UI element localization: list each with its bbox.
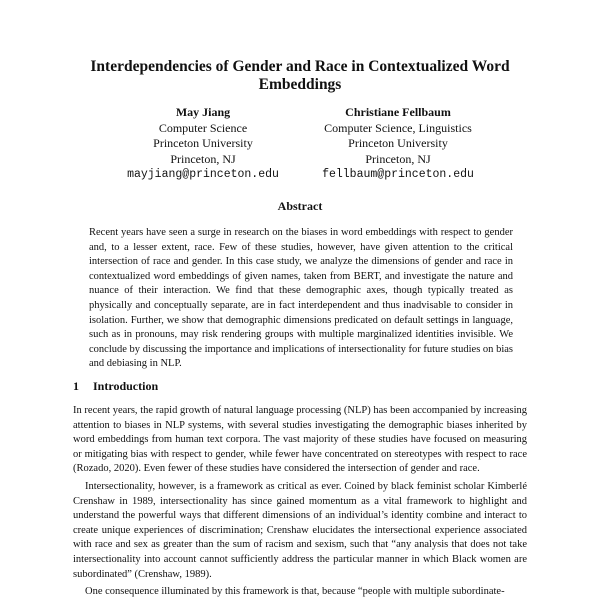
section-body [73,404,527,603]
section-heading [73,379,158,394]
author-institution: Princeton University [153,136,253,150]
section-title: Introduction [93,379,159,393]
author-location: Princeton, NJ [365,151,431,166]
author-email: mayjiang@princeton.edu [127,168,279,181]
author-affiliation: Computer Science [158,120,248,135]
body-paragraph: Intersectionality, however, is a framework as critical as ever. Coined by black feminist scholar Kimberlé Crenshaw in 1989, intersectionality has since gained momentum as a vital framework to highlight and understand the powerful ways that different dimensions of an individual’s identity combine and interact to create unique experiences of discrimination; Crenshaw elucidates the intersectional experience associated with race and sex as greater than the sum of racism and sexism, such that “any analysis that does not take intersectionality into account cannot sufficiently address the particular manner in which Black women are subordinated” (Crenshaw, 1989). [73,480,527,580]
body-paragraph: One consequence illuminated by this framework is that, because “people with multiple subordinate- [85,586,505,598]
paper-title: Interdependencies of Gender and Race in Contextualized Word Embeddings [90,58,510,93]
body-paragraph: In recent years, the rapid growth of natural language processing (NLP) has been accompanied by increasing attention to biases in NLP systems, with several studies investigating the demographic biases inherited by word embeddings from human text corpora. The vast majority of these studies have focused on measuring or mitigating bias with respect to gender, while fewer have concentrated on stereotypes with respect to race (Rozado, 2020). Even fewer of these studies have considered the intersection of gender and race. [73,405,527,475]
author-name: May Jiang [175,105,231,119]
author-location: Princeton, NJ [170,151,236,166]
author-institution: Princeton University [348,136,448,150]
section-number: 1 [73,379,79,393]
author-email: fellbaum@princeton.edu [322,168,474,181]
author-block [288,105,508,183]
abstract-heading: Abstract [277,199,323,213]
abstract-text: Recent years have seen a surge in research on the biases in word embeddings with respect to gender and, to a lesser extent, race. Few of these studies, however, have given attention to the critical intersection of race and gender. In this case study, we analyze the dimensions of gender and race in contextualized word embeddings of given names, taken from BERT, and investigate the nature and nuance of their interaction. We find that these demographic axes, though typically treated as physically and conceptually separate, are in fact interdependent and thus inadvisable to consider in isolation. Further, we show that demographic dimensions predicated on default settings in language, such as in pronouns, may risk rendering groups with multiple marginalized identities invisible. We conclude by discussing the importance and implications of intersectionality for future studies on bias and debiasing in NLP. [89,227,513,370]
author-affiliation: Computer Science, Linguistics [324,120,472,135]
author-name: Christiane Fellbaum [345,105,451,119]
author-block [93,105,313,183]
